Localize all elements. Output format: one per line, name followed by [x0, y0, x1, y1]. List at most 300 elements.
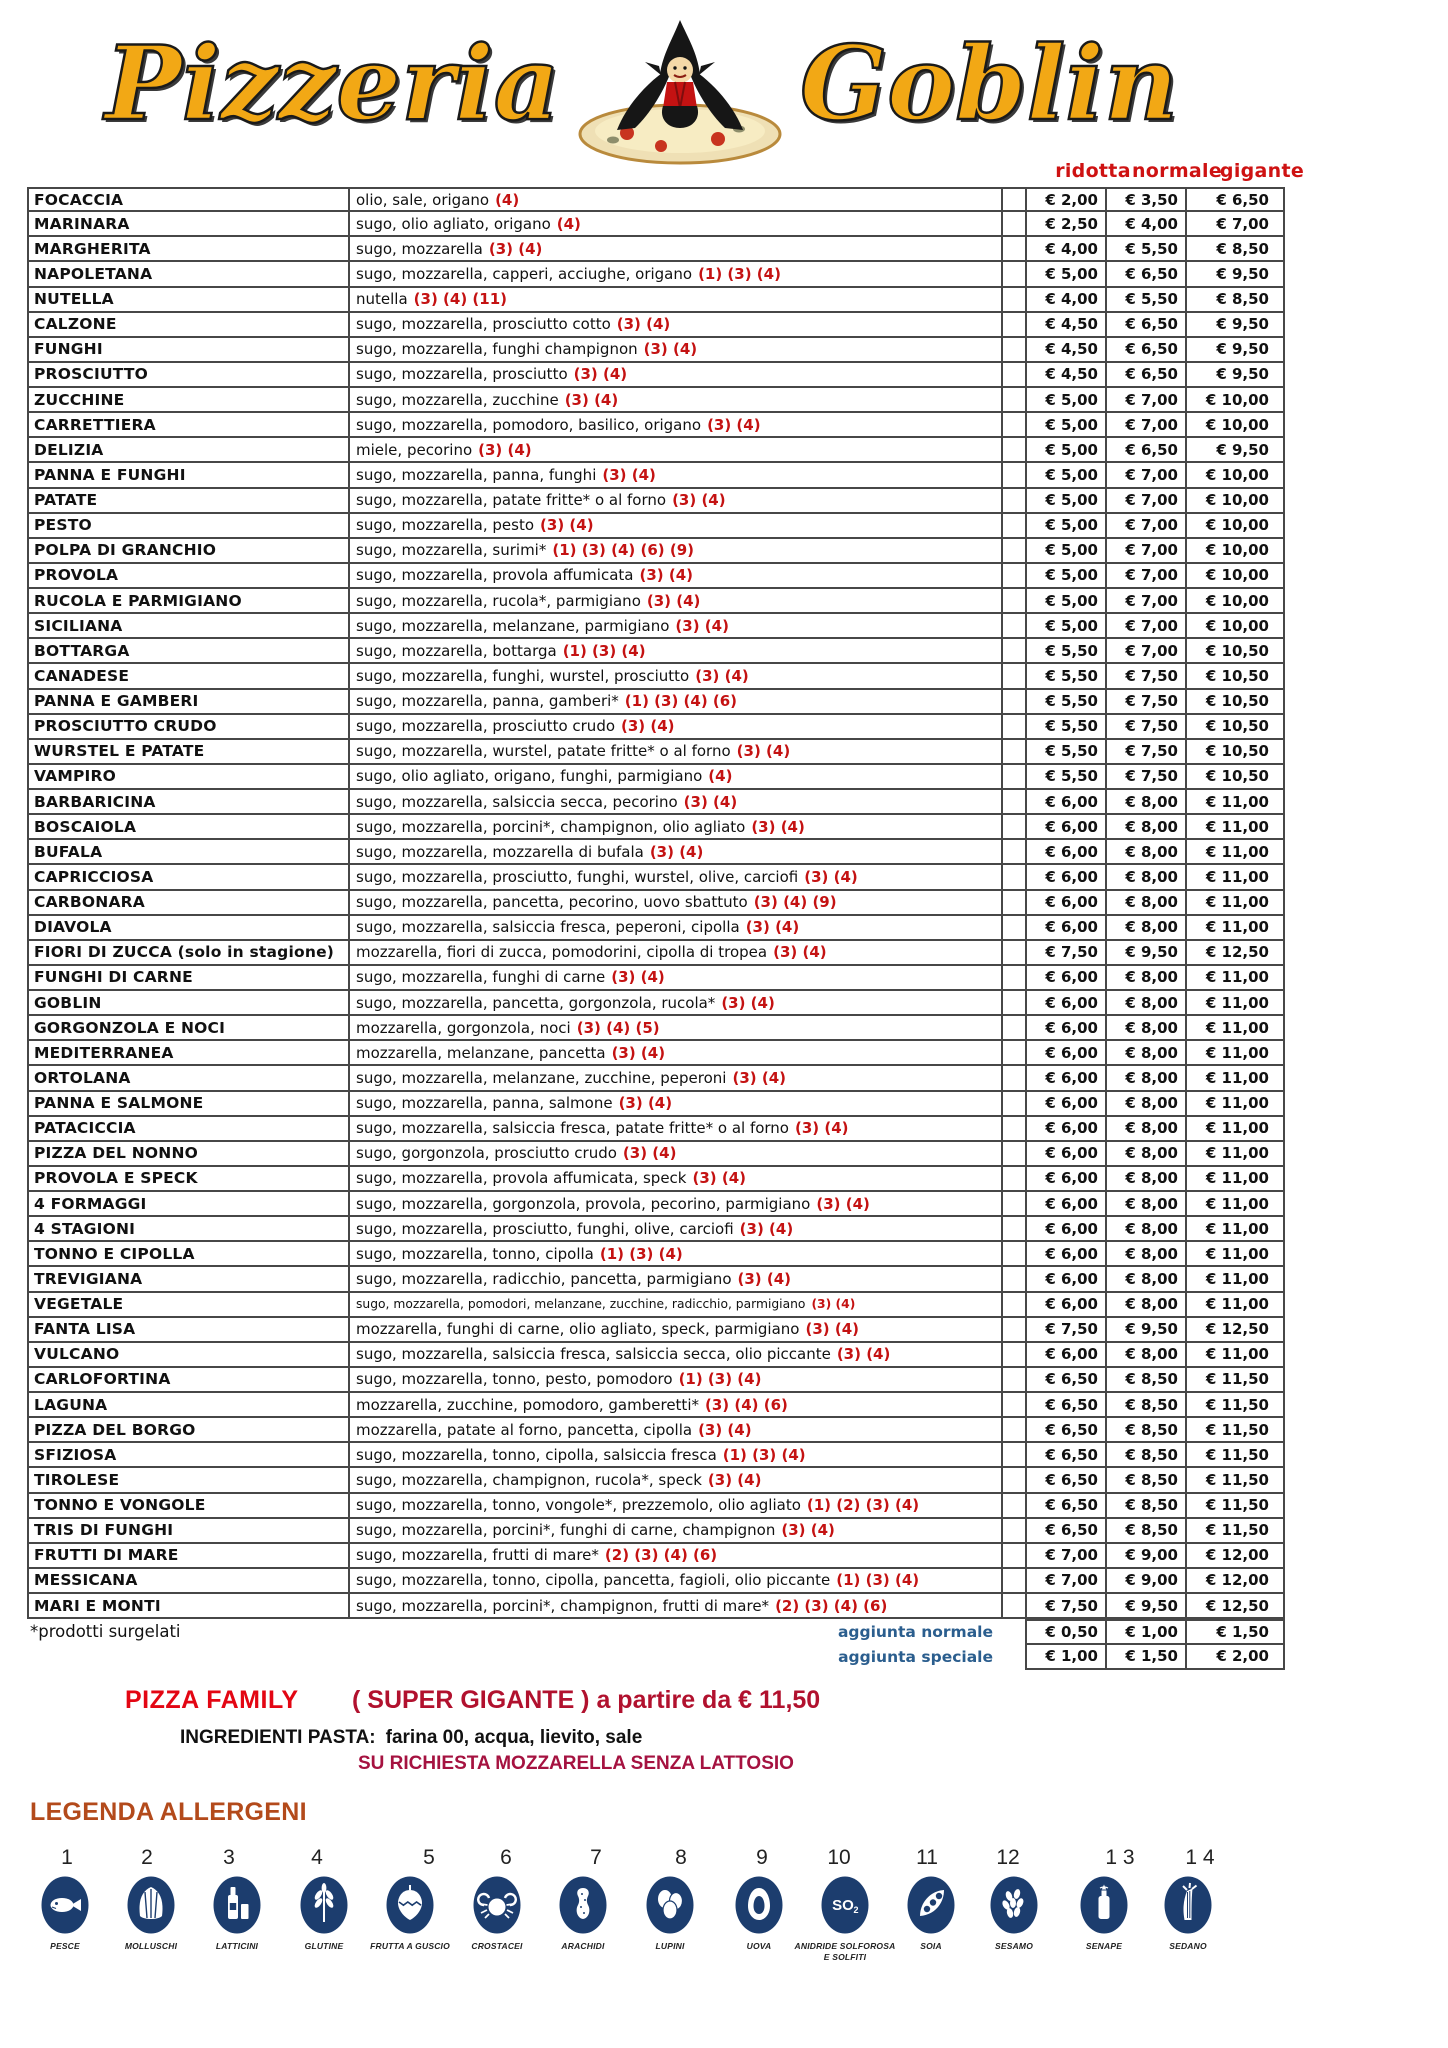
column-gap	[1003, 539, 1025, 564]
price-gigante: € 10,50	[1187, 639, 1285, 664]
price-gigante: € 9,50	[1187, 262, 1285, 287]
column-gap	[1003, 313, 1025, 338]
price-normale: € 9,00	[1107, 1544, 1187, 1569]
column-gap	[1003, 363, 1025, 388]
pizza-name: FANTA LISA	[27, 1318, 350, 1343]
allergen-label: CROSTACEI	[471, 1941, 523, 1951]
price-normale: € 8,50	[1107, 1494, 1187, 1519]
column-gap	[1003, 187, 1025, 212]
price-ridotta: € 6,00	[1025, 891, 1107, 916]
price-gigante: € 10,00	[1187, 614, 1285, 639]
pizza-name: CAPRICCIOSA	[27, 865, 350, 890]
price-gigante: € 10,50	[1187, 664, 1285, 689]
price-gigante: € 6,50	[1187, 187, 1285, 212]
menu-row	[27, 941, 1285, 966]
price-ridotta: € 6,50	[1025, 1393, 1107, 1418]
column-gap	[1003, 639, 1025, 664]
ingredients-cell	[350, 1494, 1003, 1519]
ingredients-cell	[350, 1016, 1003, 1041]
allergen-refs: (3) (4)	[611, 1043, 666, 1062]
menu-row	[27, 815, 1285, 840]
pizza-name: WURSTEL E PATATE	[27, 740, 350, 765]
allergen-refs: (3) (4)	[804, 867, 858, 886]
brand-title-pizzeria: Pizzeria	[105, 24, 560, 144]
allergen-refs: (3) (4)	[646, 591, 701, 610]
price-gigante: € 11,00	[1187, 1242, 1285, 1267]
ingredients: sugo, mozzarella, rucola*, parmigiano	[356, 591, 641, 610]
menu-row	[27, 1318, 1285, 1343]
allergen-refs: (1) (3) (4)	[678, 1370, 762, 1389]
price-gigante: € 11,00	[1187, 1293, 1285, 1318]
pizza-name: TRIS DI FUNGHI	[27, 1519, 350, 1544]
sesame-icon	[990, 1876, 1038, 1934]
price-normale: € 7,00	[1107, 589, 1187, 614]
price-ridotta: € 6,50	[1025, 1418, 1107, 1443]
ingredients-cell	[350, 1242, 1003, 1267]
ingredients: sugo, mozzarella, salsiccia fresca, patate fritte* o al forno	[356, 1119, 789, 1138]
ingredients: sugo, mozzarella, mozzarella di bufala	[356, 842, 644, 861]
price-normale: € 7,50	[1107, 664, 1187, 689]
ingredients: sugo, mozzarella, funghi di carne	[356, 968, 606, 987]
menu-row	[27, 690, 1285, 715]
column-gap	[1003, 790, 1025, 815]
price-ridotta: € 5,00	[1025, 589, 1107, 614]
column-gap	[1003, 865, 1025, 890]
price-ridotta: € 2,50	[1025, 212, 1107, 237]
allergen-refs: (3) (4)	[707, 415, 761, 434]
price-ridotta: € 6,00	[1025, 1242, 1107, 1267]
column-gap	[1003, 941, 1025, 966]
column-gap	[1003, 388, 1025, 413]
price-ridotta: € 7,00	[1025, 1544, 1107, 1569]
pizza-name: TONNO E VONGOLE	[27, 1494, 350, 1519]
allergen-number: 10	[827, 1846, 851, 1869]
ingredients: sugo, mozzarella, tonno, cipolla, salsiccia fresca	[356, 1445, 717, 1464]
price-ridotta: € 6,00	[1025, 1041, 1107, 1066]
price-gigante: € 10,50	[1187, 715, 1285, 740]
ingredients-cell	[350, 1066, 1003, 1091]
allergen-label: ARACHIDI	[561, 1941, 605, 1951]
pizza-name: RUCOLA E PARMIGIANO	[27, 589, 350, 614]
pizza-name: PANNA E SALMONE	[27, 1092, 350, 1117]
column-gap	[1003, 463, 1025, 488]
brand-title-goblin: Goblin	[800, 24, 1179, 144]
pizza-name: PATACICCIA	[27, 1117, 350, 1142]
menu-row	[27, 865, 1285, 890]
menu-row	[27, 664, 1285, 689]
allergen-label: MOLLUSCHI	[124, 1941, 178, 1951]
price-gigante: € 10,50	[1187, 765, 1285, 790]
price-normale: € 8,50	[1107, 1468, 1187, 1493]
pizza-name: CARRETTIERA	[27, 413, 350, 438]
pizza-name: MARINARA	[27, 212, 350, 237]
allergen-refs: (3) (4)	[683, 792, 738, 811]
allergen-number: 9	[756, 1846, 768, 1869]
price-normale: € 8,00	[1107, 1217, 1187, 1242]
pizza-name: CARLOFORTINA	[27, 1368, 350, 1393]
pizza-name: MARGHERITA	[27, 237, 350, 262]
extra-price-ridotta: € 1,00	[1025, 1645, 1107, 1671]
ingredients-cell	[350, 1318, 1003, 1343]
crab-icon	[473, 1876, 521, 1934]
ingredients-cell	[350, 463, 1003, 488]
allergen-number: 1 4	[1185, 1846, 1215, 1869]
price-gigante: € 10,00	[1187, 388, 1285, 413]
allergen-refs: (3) (4)	[816, 1194, 870, 1213]
ingredients: sugo, mozzarella, melanzane, parmigiano	[356, 616, 670, 635]
allergen-label: FRUTTA A GUSCIO	[370, 1941, 450, 1951]
price-ridotta: € 5,00	[1025, 514, 1107, 539]
ingredients-cell	[350, 1368, 1003, 1393]
ingredients: sugo, mozzarella, provola affumicata	[356, 566, 634, 585]
menu-row	[27, 1343, 1285, 1368]
pizza-name: DELIZIA	[27, 438, 350, 463]
price-normale: € 8,00	[1107, 1242, 1187, 1267]
pizza-name: PROSCIUTTO CRUDO	[27, 715, 350, 740]
column-gap	[1003, 1494, 1025, 1519]
allergen-number: 5	[423, 1846, 435, 1869]
allergen-item	[1123, 1876, 1253, 1952]
allergen-refs: (4)	[495, 190, 520, 209]
menu-row	[27, 1443, 1285, 1468]
price-gigante: € 11,00	[1187, 991, 1285, 1016]
pizza-family-detail: ( SUPER GIGANTE ) a partire da € 11,50	[352, 1686, 821, 1714]
ingredients-cell	[350, 1117, 1003, 1142]
extra-label: aggiunta normale	[837, 1622, 993, 1641]
ingredients: sugo, mozzarella, salsiccia secca, pecorino	[356, 792, 678, 811]
price-normale: € 8,00	[1107, 840, 1187, 865]
price-gigante: € 12,50	[1187, 1318, 1285, 1343]
ingredients-cell	[350, 1443, 1003, 1468]
ingredients: sugo, mozzarella, surimi*	[356, 541, 547, 560]
allergen-number: 11	[916, 1846, 938, 1869]
column-gap	[1003, 1619, 1025, 1645]
allergen-refs: (3) (4)	[643, 340, 698, 359]
allergen-refs: (3) (4)	[622, 1144, 677, 1163]
menu-row	[27, 187, 1285, 212]
ingredients-cell	[350, 1393, 1003, 1418]
price-ridotta: € 4,00	[1025, 237, 1107, 262]
price-ridotta: € 5,00	[1025, 489, 1107, 514]
ingredients: sugo, mozzarella, tonno, cipolla, pancetta, fagioli, olio piccante	[356, 1571, 831, 1590]
pizza-name: NUTELLA	[27, 288, 350, 313]
size-column-gigante: gigante	[1219, 160, 1305, 182]
allergen-refs: (3) (4)	[672, 491, 726, 510]
allergen-refs: (3) (4) (11)	[413, 290, 507, 309]
price-ridotta: € 6,00	[1025, 991, 1107, 1016]
column-gap	[1003, 765, 1025, 790]
allergen-label: GLUTINE	[304, 1941, 344, 1951]
allergen-refs: (3) (4)	[721, 993, 775, 1012]
ingredients-cell	[350, 212, 1003, 237]
pizza-name: NAPOLETANA	[27, 262, 350, 287]
column-gap	[1003, 338, 1025, 363]
price-normale: € 7,50	[1107, 740, 1187, 765]
price-gigante: € 11,00	[1187, 1041, 1285, 1066]
ingredients-cell	[350, 1343, 1003, 1368]
price-normale: € 7,00	[1107, 388, 1187, 413]
column-gap	[1003, 916, 1025, 941]
ingredients: sugo, mozzarella, porcini*, champignon, olio agliato	[356, 817, 746, 836]
price-ridotta: € 6,00	[1025, 1343, 1107, 1368]
ingredients: mozzarella, gorgonzola, noci	[356, 1018, 571, 1037]
ingredients-cell	[350, 1569, 1003, 1594]
price-normale: € 8,00	[1107, 790, 1187, 815]
ingredients-cell	[350, 664, 1003, 689]
pizza-name: PIZZA DEL BORGO	[27, 1418, 350, 1443]
column-gap	[1003, 840, 1025, 865]
menu-row	[27, 891, 1285, 916]
price-normale: € 6,50	[1107, 262, 1187, 287]
column-gap	[1003, 1293, 1025, 1318]
price-ridotta: € 4,50	[1025, 313, 1107, 338]
price-normale: € 7,00	[1107, 639, 1187, 664]
ingredients-cell	[350, 514, 1003, 539]
pasta-ingredients-line	[180, 1727, 642, 1749]
price-normale: € 8,00	[1107, 1041, 1187, 1066]
ingredients-cell	[350, 790, 1003, 815]
price-gigante: € 11,00	[1187, 865, 1285, 890]
pizza-name: VULCANO	[27, 1343, 350, 1368]
allergen-refs: (3) (4)	[695, 666, 749, 685]
price-ridotta: € 5,00	[1025, 564, 1107, 589]
size-column-ridotta: ridotta	[1055, 160, 1131, 182]
ingredients-cell	[350, 413, 1003, 438]
pizza-name: PROVOLA E SPECK	[27, 1167, 350, 1192]
allergen-number: 4	[311, 1846, 323, 1869]
price-normale: € 7,50	[1107, 765, 1187, 790]
ingredients-cell	[350, 1468, 1003, 1493]
allergen-refs: (3) (4)	[564, 390, 619, 409]
extra-row	[27, 1619, 1285, 1645]
ingredients-cell	[350, 740, 1003, 765]
price-ridotta: € 6,00	[1025, 840, 1107, 865]
allergen-refs: (3) (4)	[836, 1345, 891, 1364]
allergen-label: LUPINI	[655, 1941, 685, 1951]
price-normale: € 8,50	[1107, 1368, 1187, 1393]
menu-row	[27, 564, 1285, 589]
extra-label: aggiunta speciale	[838, 1648, 993, 1667]
price-ridotta: € 6,50	[1025, 1443, 1107, 1468]
allergen-refs: (3) (4)	[732, 1068, 786, 1087]
ingredients-cell	[350, 891, 1003, 916]
price-gigante: € 10,00	[1187, 489, 1285, 514]
price-gigante: € 11,00	[1187, 1117, 1285, 1142]
ingredients: sugo, mozzarella, bottarga	[356, 641, 557, 660]
column-gap	[1003, 1242, 1025, 1267]
column-gap	[1003, 1092, 1025, 1117]
column-gap	[1003, 288, 1025, 313]
extra-price-normale: € 1,00	[1107, 1619, 1187, 1645]
price-ridotta: € 6,00	[1025, 1117, 1107, 1142]
ingredients: sugo, mozzarella, tonno, pesto, pomodoro	[356, 1370, 673, 1389]
price-normale: € 7,00	[1107, 489, 1187, 514]
price-gigante: € 8,50	[1187, 288, 1285, 313]
ingredients-cell	[350, 916, 1003, 941]
column-gap	[1003, 589, 1025, 614]
column-gap	[1003, 212, 1025, 237]
ingredients: sugo, mozzarella, panna, salmone	[356, 1094, 613, 1113]
pizza-name: CALZONE	[27, 313, 350, 338]
ingredients-cell	[350, 589, 1003, 614]
price-normale: € 3,50	[1107, 187, 1187, 212]
menu-row	[27, 589, 1285, 614]
menu-row	[27, 1167, 1285, 1192]
ingredients-cell	[350, 363, 1003, 388]
column-gap	[1003, 1318, 1025, 1343]
menu-rows	[27, 187, 1285, 1619]
menu-row	[27, 1494, 1285, 1519]
allergen-refs: (1) (3) (4)	[562, 641, 646, 660]
column-gap	[1003, 1117, 1025, 1142]
price-gigante: € 11,00	[1187, 1192, 1285, 1217]
price-ridotta: € 4,50	[1025, 363, 1107, 388]
allergen-refs: (1) (3) (4)	[836, 1571, 920, 1590]
price-gigante: € 12,00	[1187, 1569, 1285, 1594]
ingredients: sugo, mozzarella, pancetta, gorgonzola, rucola*	[356, 993, 716, 1012]
price-ridotta: € 6,00	[1025, 1016, 1107, 1041]
ingredients: sugo, mozzarella, provola affumicata, speck	[356, 1169, 687, 1188]
price-normale: € 8,00	[1107, 1267, 1187, 1292]
ingredients: sugo, mozzarella, prosciutto cotto	[356, 315, 611, 334]
column-gap	[1003, 413, 1025, 438]
ingredients-cell	[350, 1418, 1003, 1443]
allergen-refs: (3) (4)	[751, 817, 805, 836]
allergen-refs: (3) (4)	[805, 1320, 860, 1339]
goblin-mascot-illustration	[555, 18, 805, 168]
ingredients: mozzarella, melanzane, pancetta	[356, 1043, 606, 1062]
ingredients: sugo, mozzarella, porcini*, champignon, frutti di mare*	[356, 1596, 770, 1615]
price-gigante: € 9,50	[1187, 313, 1285, 338]
price-gigante: € 11,00	[1187, 790, 1285, 815]
price-normale: € 8,00	[1107, 916, 1187, 941]
column-gap	[1003, 1041, 1025, 1066]
allergen-refs: (1) (3) (4)	[722, 1445, 806, 1464]
ingredients-cell	[350, 388, 1003, 413]
price-normale: € 9,50	[1107, 1318, 1187, 1343]
price-ridotta: € 5,50	[1025, 639, 1107, 664]
allergen-refs: (3) (4)	[618, 1094, 673, 1113]
ingredients: nutella	[356, 290, 408, 309]
ingredients-cell	[350, 966, 1003, 991]
price-ridotta: € 6,00	[1025, 916, 1107, 941]
allergen-label: ANIDRIDE SOLFOROSA E SOLFITI	[794, 1941, 896, 1962]
menu-row	[27, 1217, 1285, 1242]
price-normale: € 7,50	[1107, 690, 1187, 715]
menu-row	[27, 916, 1285, 941]
price-normale: € 7,00	[1107, 514, 1187, 539]
allergen-label: PESCE	[50, 1941, 80, 1951]
allergen-refs: (1) (3) (4) (6) (9)	[552, 541, 694, 560]
ingredients-cell	[350, 338, 1003, 363]
pizza-name: MESSICANA	[27, 1569, 350, 1594]
price-gigante: € 11,50	[1187, 1393, 1285, 1418]
column-gap	[1003, 1519, 1025, 1544]
price-gigante: € 9,50	[1187, 338, 1285, 363]
menu-row	[27, 388, 1285, 413]
column-gap	[1003, 1569, 1025, 1594]
allergen-label: UOVA	[746, 1941, 772, 1951]
menu-row	[27, 1519, 1285, 1544]
price-gigante: € 12,00	[1187, 1544, 1285, 1569]
ingredients-cell	[350, 438, 1003, 463]
column-gap	[1003, 1167, 1025, 1192]
column-gap	[1003, 1192, 1025, 1217]
ingredients: mozzarella, zucchine, pomodoro, gamberetti*	[356, 1395, 699, 1414]
price-gigante: € 10,00	[1187, 514, 1285, 539]
allergen-refs: (3) (4)	[478, 440, 532, 459]
price-normale: € 8,00	[1107, 1343, 1187, 1368]
pizza-name: 4 FORMAGGI	[27, 1192, 350, 1217]
price-ridotta: € 4,00	[1025, 288, 1107, 313]
allergen-refs: (1) (3) (4)	[599, 1244, 683, 1263]
treenut-icon	[386, 1876, 434, 1934]
price-normale: € 7,00	[1107, 564, 1187, 589]
menu-row	[27, 438, 1285, 463]
price-ridotta: € 5,00	[1025, 539, 1107, 564]
allergen-label: SOIA	[920, 1941, 942, 1951]
column-gap	[1003, 1016, 1025, 1041]
menu-row	[27, 313, 1285, 338]
price-gigante: € 10,00	[1187, 564, 1285, 589]
ingredients-cell	[350, 1192, 1003, 1217]
price-ridotta: € 5,00	[1025, 388, 1107, 413]
ingredients: sugo, mozzarella, funghi, wurstel, prosciutto	[356, 666, 690, 685]
allergen-refs: (3) (4)	[737, 1269, 792, 1288]
price-normale: € 5,50	[1107, 237, 1187, 262]
menu-row	[27, 489, 1285, 514]
price-normale: € 7,00	[1107, 539, 1187, 564]
ingredients: mozzarella, patate al forno, pancetta, cipolla	[356, 1420, 693, 1439]
column-gap	[1003, 564, 1025, 589]
price-gigante: € 10,50	[1187, 690, 1285, 715]
price-normale: € 8,00	[1107, 991, 1187, 1016]
price-ridotta: € 5,00	[1025, 438, 1107, 463]
allergen-refs: (3) (4)	[602, 465, 656, 484]
price-gigante: € 10,00	[1187, 463, 1285, 488]
price-normale: € 8,50	[1107, 1418, 1187, 1443]
allergen-refs: (1) (3) (4) (6)	[624, 692, 738, 711]
price-gigante: € 11,00	[1187, 1167, 1285, 1192]
menu-row	[27, 1016, 1285, 1041]
menu-row	[27, 1418, 1285, 1443]
price-ridotta: € 6,00	[1025, 966, 1107, 991]
pizza-name: PROVOLA	[27, 564, 350, 589]
price-ridotta: € 6,00	[1025, 1192, 1107, 1217]
allergen-refs: (3) (4)	[745, 918, 800, 937]
ingredients-cell	[350, 1267, 1003, 1292]
ingredients: sugo, mozzarella, pesto	[356, 516, 535, 535]
ingredients-cell	[350, 639, 1003, 664]
ingredients: sugo, mozzarella	[356, 239, 483, 258]
column-gap	[1003, 1544, 1025, 1569]
ingredients: sugo, mozzarella, salsiccia fresca, peperoni, cipolla	[356, 918, 740, 937]
price-ridotta: € 6,00	[1025, 1267, 1107, 1292]
price-normale: € 8,50	[1107, 1393, 1187, 1418]
menu-row	[27, 262, 1285, 287]
price-normale: € 6,50	[1107, 438, 1187, 463]
pizza-name: VAMPIRO	[27, 765, 350, 790]
allergen-refs: (3) (4)	[488, 239, 543, 258]
price-ridotta: € 6,00	[1025, 1167, 1107, 1192]
pizza-name: LAGUNA	[27, 1393, 350, 1418]
ingredients-cell	[350, 715, 1003, 740]
price-normale: € 8,50	[1107, 1519, 1187, 1544]
price-normale: € 8,50	[1107, 1443, 1187, 1468]
lupin-icon	[646, 1876, 694, 1934]
pizza-name: PATATE	[27, 489, 350, 514]
pizza-name: SICILIANA	[27, 614, 350, 639]
